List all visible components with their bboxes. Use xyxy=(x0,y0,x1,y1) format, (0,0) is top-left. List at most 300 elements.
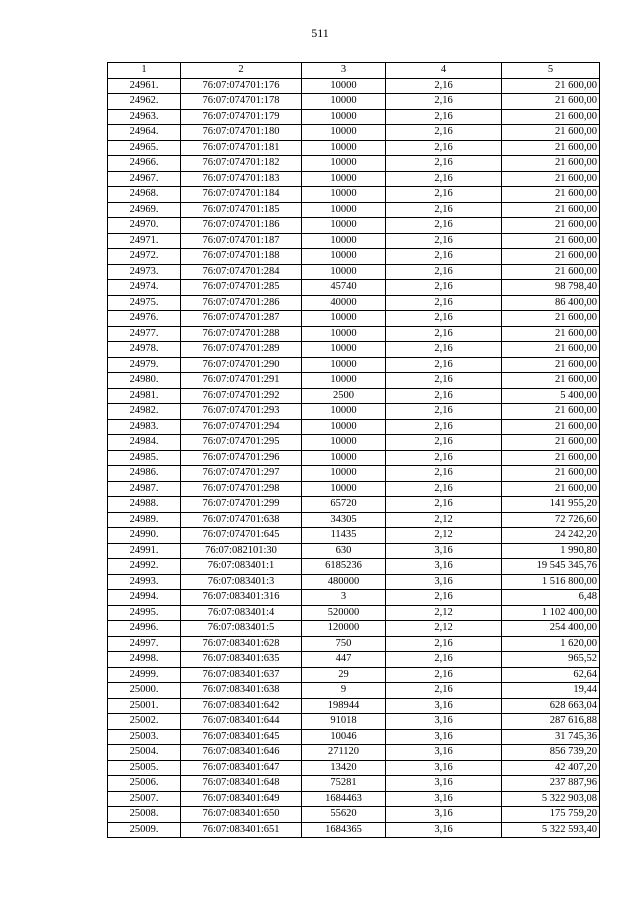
row-number-cell: 24962. xyxy=(108,94,181,110)
row-number-cell: 24986. xyxy=(108,466,181,482)
area-cell: 10000 xyxy=(302,466,386,482)
cadastral-number-cell: 76:07:074701:289 xyxy=(181,342,302,358)
area-cell: 10046 xyxy=(302,729,386,745)
table-row xyxy=(108,171,600,187)
rate-cell: 2,16 xyxy=(386,187,502,203)
rate-cell: 2,16 xyxy=(386,357,502,373)
cadastral-number-cell: 76:07:074701:179 xyxy=(181,109,302,125)
table-row xyxy=(108,683,600,699)
rate-cell: 2,16 xyxy=(386,264,502,280)
area-cell: 10000 xyxy=(302,187,386,203)
amount-cell: 856 739,20 xyxy=(502,745,600,761)
area-cell: 10000 xyxy=(302,357,386,373)
table-row xyxy=(108,776,600,792)
table-row xyxy=(108,714,600,730)
table-row xyxy=(108,745,600,761)
rate-cell: 2,16 xyxy=(386,497,502,513)
row-number-cell: 24968. xyxy=(108,187,181,203)
amount-cell: 1 516 800,00 xyxy=(502,574,600,590)
amount-cell: 21 600,00 xyxy=(502,342,600,358)
area-cell: 10000 xyxy=(302,264,386,280)
amount-cell: 21 600,00 xyxy=(502,187,600,203)
table-row xyxy=(108,574,600,590)
cadastral-number-cell: 76:07:074701:180 xyxy=(181,125,302,141)
table-row xyxy=(108,140,600,156)
rate-cell: 3,16 xyxy=(386,714,502,730)
rate-cell: 2,12 xyxy=(386,528,502,544)
area-cell: 447 xyxy=(302,652,386,668)
table-row xyxy=(108,342,600,358)
amount-cell: 141 955,20 xyxy=(502,497,600,513)
cadastral-number-cell: 76:07:074701:297 xyxy=(181,466,302,482)
row-number-cell: 24994. xyxy=(108,590,181,606)
cadastral-table xyxy=(107,62,600,838)
cadastral-number-cell: 76:07:083401:637 xyxy=(181,667,302,683)
amount-cell: 1 990,80 xyxy=(502,543,600,559)
cadastral-number-cell: 76:07:083401:644 xyxy=(181,714,302,730)
page-number: 511 xyxy=(311,26,329,40)
cadastral-number-cell: 76:07:083401:647 xyxy=(181,760,302,776)
amount-cell: 24 242,20 xyxy=(502,528,600,544)
cadastral-number-cell: 76:07:083401:651 xyxy=(181,822,302,838)
amount-cell: 287 616,88 xyxy=(502,714,600,730)
cadastral-number-cell: 76:07:074701:295 xyxy=(181,435,302,451)
table-row xyxy=(108,791,600,807)
rate-cell: 2,16 xyxy=(386,280,502,296)
table-row xyxy=(108,280,600,296)
table-row xyxy=(108,512,600,528)
rate-cell: 2,16 xyxy=(386,388,502,404)
cadastral-number-cell: 76:07:083401:645 xyxy=(181,729,302,745)
rate-cell: 3,16 xyxy=(386,745,502,761)
rate-cell: 2,16 xyxy=(386,218,502,234)
rate-cell: 2,16 xyxy=(386,295,502,311)
amount-cell: 21 600,00 xyxy=(502,466,600,482)
rate-cell: 2,16 xyxy=(386,326,502,342)
rate-cell: 2,12 xyxy=(386,621,502,637)
amount-cell: 628 663,04 xyxy=(502,698,600,714)
amount-cell: 21 600,00 xyxy=(502,450,600,466)
area-cell: 10000 xyxy=(302,404,386,420)
table-row xyxy=(108,187,600,203)
area-cell: 2500 xyxy=(302,388,386,404)
rate-cell: 3,16 xyxy=(386,574,502,590)
rate-cell: 2,16 xyxy=(386,373,502,389)
area-cell: 10000 xyxy=(302,249,386,265)
cadastral-number-cell: 76:07:083401:646 xyxy=(181,745,302,761)
rate-cell: 2,16 xyxy=(386,652,502,668)
rate-cell: 2,12 xyxy=(386,605,502,621)
area-cell: 13420 xyxy=(302,760,386,776)
area-cell: 9 xyxy=(302,683,386,699)
area-cell: 55620 xyxy=(302,807,386,823)
row-number-cell: 25001. xyxy=(108,698,181,714)
area-cell: 10000 xyxy=(302,419,386,435)
row-number-cell: 24996. xyxy=(108,621,181,637)
row-number-cell: 25002. xyxy=(108,714,181,730)
table-row xyxy=(108,760,600,776)
row-number-cell: 24998. xyxy=(108,652,181,668)
cadastral-number-cell: 76:07:074701:288 xyxy=(181,326,302,342)
rate-cell: 2,16 xyxy=(386,667,502,683)
table-row xyxy=(108,667,600,683)
cadastral-number-cell: 76:07:074701:184 xyxy=(181,187,302,203)
rate-cell: 3,16 xyxy=(386,807,502,823)
cadastral-number-cell: 76:07:074701:299 xyxy=(181,497,302,513)
area-cell: 1684463 xyxy=(302,791,386,807)
cadastral-number-cell: 76:07:074701:284 xyxy=(181,264,302,280)
table-row xyxy=(108,450,600,466)
row-number-cell: 24966. xyxy=(108,156,181,172)
rate-cell: 3,16 xyxy=(386,822,502,838)
table-row xyxy=(108,698,600,714)
table-row xyxy=(108,202,600,218)
row-number-cell: 24963. xyxy=(108,109,181,125)
row-number-cell: 24988. xyxy=(108,497,181,513)
cadastral-number-cell: 76:07:074701:186 xyxy=(181,218,302,234)
table-row xyxy=(108,388,600,404)
table-row xyxy=(108,435,600,451)
table-row xyxy=(108,156,600,172)
rate-cell: 2,16 xyxy=(386,466,502,482)
table-row xyxy=(108,807,600,823)
cadastral-number-cell: 76:07:074701:185 xyxy=(181,202,302,218)
amount-cell: 19,44 xyxy=(502,683,600,699)
row-number-cell: 24976. xyxy=(108,311,181,327)
cadastral-number-cell: 76:07:083401:3 xyxy=(181,574,302,590)
amount-cell: 5 400,00 xyxy=(502,388,600,404)
row-number-cell: 24974. xyxy=(108,280,181,296)
row-number-cell: 24967. xyxy=(108,171,181,187)
area-cell: 10000 xyxy=(302,435,386,451)
row-number-cell: 24978. xyxy=(108,342,181,358)
amount-cell: 5 322 593,40 xyxy=(502,822,600,838)
table-row xyxy=(108,729,600,745)
amount-cell: 21 600,00 xyxy=(502,311,600,327)
table-row xyxy=(108,621,600,637)
area-cell: 1684365 xyxy=(302,822,386,838)
amount-cell: 21 600,00 xyxy=(502,249,600,265)
table-row xyxy=(108,218,600,234)
amount-cell: 42 407,20 xyxy=(502,760,600,776)
amount-cell: 1 102 400,00 xyxy=(502,605,600,621)
area-cell: 65720 xyxy=(302,497,386,513)
rate-cell: 2,16 xyxy=(386,636,502,652)
row-number-cell: 25008. xyxy=(108,807,181,823)
cadastral-number-cell: 76:07:074701:178 xyxy=(181,94,302,110)
cadastral-number-cell: 76:07:083401:638 xyxy=(181,683,302,699)
rate-cell: 2,16 xyxy=(386,311,502,327)
area-cell: 11435 xyxy=(302,528,386,544)
row-number-cell: 24993. xyxy=(108,574,181,590)
row-number-cell: 25007. xyxy=(108,791,181,807)
rate-cell: 2,16 xyxy=(386,450,502,466)
amount-cell: 175 759,20 xyxy=(502,807,600,823)
row-number-cell: 24977. xyxy=(108,326,181,342)
table-row xyxy=(108,94,600,110)
amount-cell: 21 600,00 xyxy=(502,373,600,389)
rate-cell: 2,16 xyxy=(386,171,502,187)
area-cell: 271120 xyxy=(302,745,386,761)
amount-cell: 21 600,00 xyxy=(502,435,600,451)
area-cell: 10000 xyxy=(302,373,386,389)
cadastral-number-cell: 76:07:074701:293 xyxy=(181,404,302,420)
row-number-cell: 24992. xyxy=(108,559,181,575)
row-number-cell: 24981. xyxy=(108,388,181,404)
table-row xyxy=(108,481,600,497)
area-cell: 10000 xyxy=(302,78,386,94)
cadastral-number-cell: 76:07:083401:316 xyxy=(181,590,302,606)
amount-cell: 72 726,60 xyxy=(502,512,600,528)
area-cell: 10000 xyxy=(302,94,386,110)
table-row xyxy=(108,357,600,373)
cadastral-number-cell: 76:07:083401:1 xyxy=(181,559,302,575)
cadastral-number-cell: 76:07:074701:638 xyxy=(181,512,302,528)
row-number-cell: 24975. xyxy=(108,295,181,311)
amount-cell: 1 620,00 xyxy=(502,636,600,652)
cadastral-number-cell: 76:07:074701:296 xyxy=(181,450,302,466)
area-cell: 75281 xyxy=(302,776,386,792)
area-cell: 34305 xyxy=(302,512,386,528)
table-row xyxy=(108,373,600,389)
amount-cell: 21 600,00 xyxy=(502,156,600,172)
cadastral-number-cell: 76:07:074701:182 xyxy=(181,156,302,172)
table-row xyxy=(108,543,600,559)
amount-cell: 21 600,00 xyxy=(502,171,600,187)
row-number-cell: 24985. xyxy=(108,450,181,466)
row-number-cell: 24971. xyxy=(108,233,181,249)
table-row xyxy=(108,249,600,265)
row-number-cell: 24982. xyxy=(108,404,181,420)
area-cell: 750 xyxy=(302,636,386,652)
amount-cell: 98 798,40 xyxy=(502,280,600,296)
rate-cell: 2,16 xyxy=(386,156,502,172)
rate-cell: 3,16 xyxy=(386,559,502,575)
table-row xyxy=(108,822,600,838)
area-cell: 10000 xyxy=(302,109,386,125)
area-cell: 10000 xyxy=(302,311,386,327)
amount-cell: 21 600,00 xyxy=(502,125,600,141)
table-row xyxy=(108,311,600,327)
table-header xyxy=(108,63,600,79)
cadastral-number-cell: 76:07:083401:642 xyxy=(181,698,302,714)
amount-cell: 21 600,00 xyxy=(502,202,600,218)
cadastral-number-cell: 76:07:082101:30 xyxy=(181,543,302,559)
rate-cell: 2,16 xyxy=(386,342,502,358)
cadastral-number-cell: 76:07:074701:286 xyxy=(181,295,302,311)
cadastral-number-cell: 76:07:074701:285 xyxy=(181,280,302,296)
table-row xyxy=(108,528,600,544)
area-cell: 10000 xyxy=(302,156,386,172)
row-number-cell: 24995. xyxy=(108,605,181,621)
rate-cell: 2,16 xyxy=(386,481,502,497)
amount-cell: 21 600,00 xyxy=(502,419,600,435)
row-number-cell: 25006. xyxy=(108,776,181,792)
amount-cell: 19 545 345,76 xyxy=(502,559,600,575)
cadastral-number-cell: 76:07:083401:650 xyxy=(181,807,302,823)
row-number-cell: 24997. xyxy=(108,636,181,652)
amount-cell: 21 600,00 xyxy=(502,218,600,234)
rate-cell: 3,16 xyxy=(386,760,502,776)
row-number-cell: 24984. xyxy=(108,435,181,451)
cadastral-number-cell: 76:07:074701:292 xyxy=(181,388,302,404)
rate-cell: 2,16 xyxy=(386,78,502,94)
table-row xyxy=(108,605,600,621)
rate-cell: 2,16 xyxy=(386,109,502,125)
row-number-cell: 24964. xyxy=(108,125,181,141)
cadastral-number-cell: 76:07:074701:181 xyxy=(181,140,302,156)
row-number-cell: 24961. xyxy=(108,78,181,94)
cadastral-number-cell: 76:07:083401:635 xyxy=(181,652,302,668)
cadastral-number-cell: 76:07:074701:188 xyxy=(181,249,302,265)
row-number-cell: 24980. xyxy=(108,373,181,389)
row-number-cell: 25005. xyxy=(108,760,181,776)
row-number-cell: 24990. xyxy=(108,528,181,544)
row-number-cell: 24969. xyxy=(108,202,181,218)
amount-cell: 21 600,00 xyxy=(502,94,600,110)
row-number-cell: 24970. xyxy=(108,218,181,234)
cadastral-number-cell: 76:07:083401:5 xyxy=(181,621,302,637)
row-number-cell: 24983. xyxy=(108,419,181,435)
amount-cell: 86 400,00 xyxy=(502,295,600,311)
amount-cell: 254 400,00 xyxy=(502,621,600,637)
cadastral-number-cell: 76:07:083401:628 xyxy=(181,636,302,652)
cadastral-number-cell: 76:07:074701:183 xyxy=(181,171,302,187)
row-number-cell: 24979. xyxy=(108,357,181,373)
table-row xyxy=(108,419,600,435)
amount-cell: 62,64 xyxy=(502,667,600,683)
column-header: 2 xyxy=(181,63,302,79)
amount-cell: 21 600,00 xyxy=(502,140,600,156)
rate-cell: 2,16 xyxy=(386,233,502,249)
rate-cell: 2,12 xyxy=(386,512,502,528)
amount-cell: 237 887,96 xyxy=(502,776,600,792)
cadastral-number-cell: 76:07:083401:648 xyxy=(181,776,302,792)
area-cell: 520000 xyxy=(302,605,386,621)
row-number-cell: 24989. xyxy=(108,512,181,528)
area-cell: 10000 xyxy=(302,481,386,497)
amount-cell: 21 600,00 xyxy=(502,233,600,249)
amount-cell: 21 600,00 xyxy=(502,481,600,497)
row-number-cell: 25003. xyxy=(108,729,181,745)
cadastral-number-cell: 76:07:074701:645 xyxy=(181,528,302,544)
amount-cell: 6,48 xyxy=(502,590,600,606)
table-row xyxy=(108,590,600,606)
area-cell: 6185236 xyxy=(302,559,386,575)
rate-cell: 2,16 xyxy=(386,435,502,451)
rate-cell: 2,16 xyxy=(386,404,502,420)
amount-cell: 21 600,00 xyxy=(502,326,600,342)
rate-cell: 2,16 xyxy=(386,683,502,699)
table-row xyxy=(108,295,600,311)
amount-cell: 21 600,00 xyxy=(502,404,600,420)
row-number-cell: 25009. xyxy=(108,822,181,838)
cadastral-number-cell: 76:07:074701:291 xyxy=(181,373,302,389)
amount-cell: 21 600,00 xyxy=(502,109,600,125)
row-number-cell: 24987. xyxy=(108,481,181,497)
cadastral-number-cell: 76:07:074701:187 xyxy=(181,233,302,249)
column-header: 4 xyxy=(386,63,502,79)
amount-cell: 5 322 903,08 xyxy=(502,791,600,807)
rate-cell: 2,16 xyxy=(386,202,502,218)
area-cell: 10000 xyxy=(302,140,386,156)
table-row xyxy=(108,497,600,513)
header-row xyxy=(108,63,600,79)
column-header: 1 xyxy=(108,63,181,79)
rate-cell: 3,16 xyxy=(386,791,502,807)
row-number-cell: 24965. xyxy=(108,140,181,156)
column-header: 5 xyxy=(502,63,600,79)
rate-cell: 2,16 xyxy=(386,94,502,110)
row-number-cell: 24973. xyxy=(108,264,181,280)
rate-cell: 2,16 xyxy=(386,419,502,435)
cadastral-number-cell: 76:07:074701:176 xyxy=(181,78,302,94)
rate-cell: 3,16 xyxy=(386,776,502,792)
area-cell: 198944 xyxy=(302,698,386,714)
table-row xyxy=(108,78,600,94)
rate-cell: 3,16 xyxy=(386,729,502,745)
cadastral-number-cell: 76:07:074701:290 xyxy=(181,357,302,373)
area-cell: 10000 xyxy=(302,326,386,342)
rate-cell: 2,16 xyxy=(386,125,502,141)
area-cell: 10000 xyxy=(302,202,386,218)
table-body xyxy=(108,78,600,838)
table-row xyxy=(108,233,600,249)
rate-cell: 2,16 xyxy=(386,140,502,156)
area-cell: 630 xyxy=(302,543,386,559)
rate-cell: 2,16 xyxy=(386,590,502,606)
area-cell: 10000 xyxy=(302,171,386,187)
area-cell: 10000 xyxy=(302,450,386,466)
cadastral-number-cell: 76:07:083401:649 xyxy=(181,791,302,807)
table-row xyxy=(108,109,600,125)
area-cell: 45740 xyxy=(302,280,386,296)
amount-cell: 21 600,00 xyxy=(502,264,600,280)
rate-cell: 2,16 xyxy=(386,249,502,265)
area-cell: 120000 xyxy=(302,621,386,637)
area-cell: 3 xyxy=(302,590,386,606)
table-row xyxy=(108,404,600,420)
area-cell: 480000 xyxy=(302,574,386,590)
column-header: 3 xyxy=(302,63,386,79)
area-cell: 10000 xyxy=(302,233,386,249)
amount-cell: 31 745,36 xyxy=(502,729,600,745)
area-cell: 10000 xyxy=(302,218,386,234)
area-cell: 91018 xyxy=(302,714,386,730)
table-row xyxy=(108,466,600,482)
row-number-cell: 24999. xyxy=(108,667,181,683)
amount-cell: 965,52 xyxy=(502,652,600,668)
area-cell: 10000 xyxy=(302,125,386,141)
cadastral-number-cell: 76:07:074701:294 xyxy=(181,419,302,435)
row-number-cell: 24972. xyxy=(108,249,181,265)
amount-cell: 21 600,00 xyxy=(502,78,600,94)
area-cell: 40000 xyxy=(302,295,386,311)
cadastral-number-cell: 76:07:083401:4 xyxy=(181,605,302,621)
cadastral-number-cell: 76:07:074701:298 xyxy=(181,481,302,497)
row-number-cell: 25004. xyxy=(108,745,181,761)
rate-cell: 3,16 xyxy=(386,543,502,559)
table-row xyxy=(108,125,600,141)
rate-cell: 3,16 xyxy=(386,698,502,714)
table-row xyxy=(108,652,600,668)
area-cell: 29 xyxy=(302,667,386,683)
row-number-cell: 24991. xyxy=(108,543,181,559)
table-row xyxy=(108,559,600,575)
table-row xyxy=(108,326,600,342)
amount-cell: 21 600,00 xyxy=(502,357,600,373)
area-cell: 10000 xyxy=(302,342,386,358)
